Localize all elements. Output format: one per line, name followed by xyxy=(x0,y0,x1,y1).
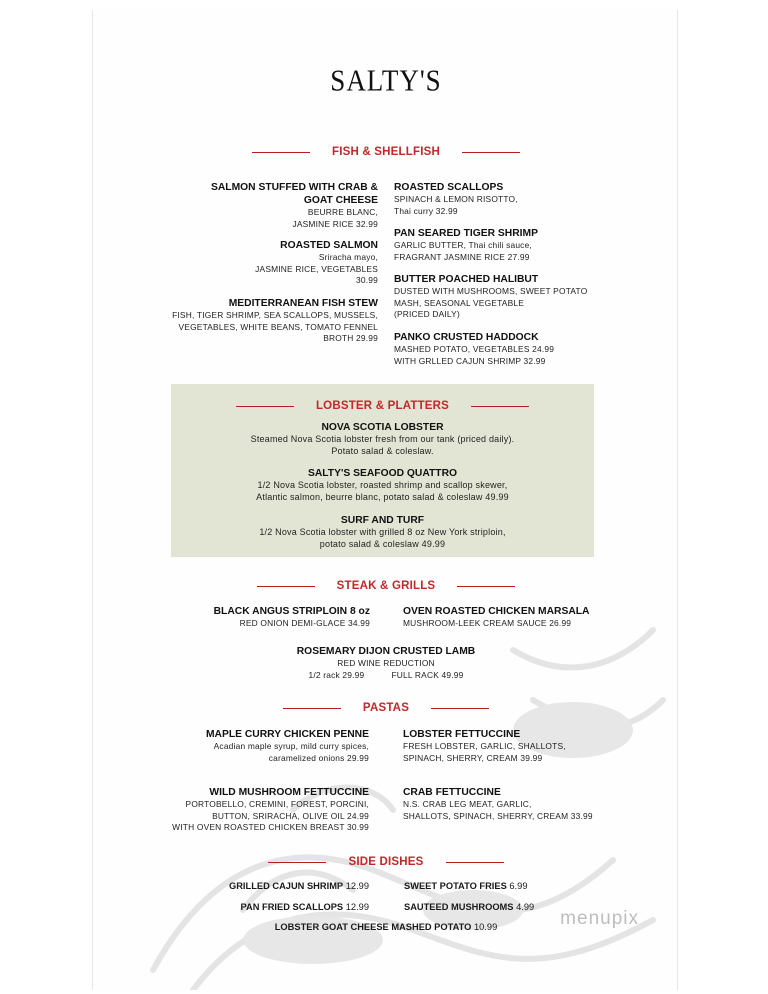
dish-name: MAPLE CURRY CHICKEN PENNE xyxy=(205,729,369,740)
divider xyxy=(462,152,520,153)
menu-page xyxy=(92,10,678,990)
sides-section-title: SIDE DISHES xyxy=(348,856,424,868)
pasta-item xyxy=(133,786,369,834)
divider xyxy=(236,406,294,407)
pasta-item xyxy=(133,728,369,764)
lobster-section-title: LOBSTER & PLATTERS xyxy=(315,400,450,412)
fish-item xyxy=(133,297,378,345)
side-price: 10.99 xyxy=(473,922,498,932)
divider xyxy=(457,586,515,587)
side-price: 12.99 xyxy=(345,881,369,891)
dish-description: DUSTED WITH MUSHROOMS, SWEET POTATO MASH, SEASONAL VEGETABLE (PRICED DAILY) xyxy=(394,286,588,320)
lobster-item xyxy=(171,421,594,457)
pastas-section-title: PASTAS xyxy=(362,702,410,714)
dish-description: RED WINE REDUCTION xyxy=(337,658,435,668)
divider xyxy=(257,586,315,587)
side-name: SWEET POTATO FRIES xyxy=(404,881,507,891)
side-dish xyxy=(133,902,369,912)
dish-description: 1/2 Nova Scotia lobster, roasted shrimp and scallop skewer, Atlantic salmon, beurre blanc, potato salad & coleslaw 49.99 xyxy=(256,480,509,502)
dish-description: FISH, TIGER SHRIMP, SEA SCALLOPS, MUSSELS, VEGETABLES, WHITE BEANS, TOMATO FENNEL BROTH 29.99 xyxy=(172,310,378,344)
dish-description: Steamed Nova Scotia lobster fresh from our tank (priced daily). Potato salad & coleslaw. xyxy=(250,434,515,456)
fish-item xyxy=(133,181,378,230)
fish-item xyxy=(133,239,378,287)
dish-description: N.S. CRAB LEG MEAT, GARLIC, SHALLOTS, SPINACH, SHERRY, CREAM 33.99 xyxy=(403,799,593,821)
divider xyxy=(268,862,326,863)
dish-name: MEDITERRANEAN FISH STEW xyxy=(228,298,378,309)
pastas-section-header xyxy=(93,702,678,714)
dish-description: GARLIC BUTTER, Thai chili sauce, FRAGRANT JASMINE RICE 27.99 xyxy=(394,240,532,262)
side-name: PAN FRIED SCALLOPS xyxy=(240,902,344,912)
dish-name: BUTTER POACHED HALIBUT xyxy=(394,274,539,285)
dish-name: CRAB FETTUCCINE xyxy=(403,787,501,798)
dish-name: BLACK ANGUS STRIPLOIN 8 oz xyxy=(213,606,370,617)
dish-name: ROSEMARY DIJON CRUSTED LAMB xyxy=(296,646,476,657)
dish-description: MUSHROOM-LEEK CREAM SAUCE 26.99 xyxy=(403,618,572,628)
lamb-price-options xyxy=(93,670,678,682)
dish-description: Sriracha mayo, JASMINE RICE, VEGETABLES 30.99 xyxy=(255,252,378,286)
dish-description: BEURRE BLANC, JASMINE RICE 32.99 xyxy=(292,207,378,229)
full-rack-price: FULL RACK 49.99 xyxy=(391,669,464,680)
dish-description: FRESH LOBSTER, GARLIC, SHALLOTS, SPINACH, SHERRY, CREAM 39.99 xyxy=(403,741,566,763)
fish-item xyxy=(394,331,674,367)
dish-name: PAN SEARED TIGER SHRIMP xyxy=(394,228,538,239)
side-dish xyxy=(404,902,534,912)
side-name: GRILLED CAJUN SHRIMP xyxy=(228,881,344,891)
dish-description: PORTOBELLO, CREMINI, FOREST, PORCINI, BUTTON, SRIRACHA, OLIVE OIL 24.99 WITH OVEN ROASTED CHICKEN BREAST 30.99 xyxy=(172,799,369,833)
lobster-item xyxy=(171,467,594,503)
dish-description: MASHED POTATO, VEGETABLES 24.99 WITH GRLLED CAJUN SHRIMP 32.99 xyxy=(394,344,555,366)
lobster-section-header xyxy=(171,400,594,412)
dish-name: NOVA SCOTIA LOBSTER xyxy=(321,422,444,433)
pasta-item xyxy=(403,786,673,822)
fish-section-title: FISH & SHELLFISH xyxy=(332,146,440,158)
side-dish xyxy=(404,881,528,891)
divider xyxy=(471,406,529,407)
dish-name: SALTY'S SEAFOOD QUATTRO xyxy=(307,468,458,479)
half-rack-price: 1/2 rack 29.99 xyxy=(308,669,365,680)
steak-section-header xyxy=(93,580,678,592)
divider xyxy=(431,708,489,709)
side-dish xyxy=(133,881,369,891)
dish-description: Acadian maple syrup, mild curry spices, caramelized onions 29.99 xyxy=(213,741,369,763)
divider xyxy=(446,862,504,863)
steak-item xyxy=(93,645,678,681)
dish-name: WILD MUSHROOM FETTUCCINE xyxy=(209,787,369,798)
fish-item xyxy=(394,273,674,321)
side-price: 6.99 xyxy=(509,881,528,891)
dish-name: ROASTED SCALLOPS xyxy=(394,182,504,193)
steak-section-title: STEAK & GRILLS xyxy=(336,580,436,592)
sides-section-header xyxy=(93,856,678,868)
dish-name: PANKO CRUSTED HADDOCK xyxy=(394,332,539,343)
divider xyxy=(283,708,341,709)
fish-section-header xyxy=(93,146,678,158)
restaurant-logo: SALTY'S xyxy=(330,62,442,98)
dish-name: ROASTED SALMON xyxy=(280,240,378,251)
steak-item xyxy=(133,605,370,630)
dish-name: SURF AND TURF xyxy=(340,515,425,526)
side-price: 12.99 xyxy=(345,902,369,912)
lobster-item xyxy=(171,514,594,550)
fish-item xyxy=(394,181,674,217)
side-name: LOBSTER GOAT CHEESE MASHED POTATO xyxy=(274,922,472,932)
fish-item xyxy=(394,227,674,263)
dish-description: 1/2 Nova Scotia lobster with grilled 8 oz New York striploin, potato salad & coleslaw 49.99 xyxy=(259,527,506,549)
menupix-watermark: menupix xyxy=(560,908,639,929)
pasta-item xyxy=(403,728,673,764)
dish-name: OVEN ROASTED CHICKEN MARSALA xyxy=(403,606,590,617)
divider xyxy=(252,152,310,153)
dish-name: SALMON STUFFED WITH CRAB & GOAT CHEESE xyxy=(210,182,378,206)
side-price: 4.99 xyxy=(516,902,535,912)
dish-name: LOBSTER FETTUCCINE xyxy=(403,729,521,740)
side-name: SAUTEED MUSHROOMS xyxy=(404,902,514,912)
dish-description: SPINACH & LEMON RISOTTO, Thai curry 32.99 xyxy=(394,194,518,216)
dish-description: RED ONION DEMI-GLACE 34.99 xyxy=(239,618,370,628)
steak-item xyxy=(403,605,673,630)
